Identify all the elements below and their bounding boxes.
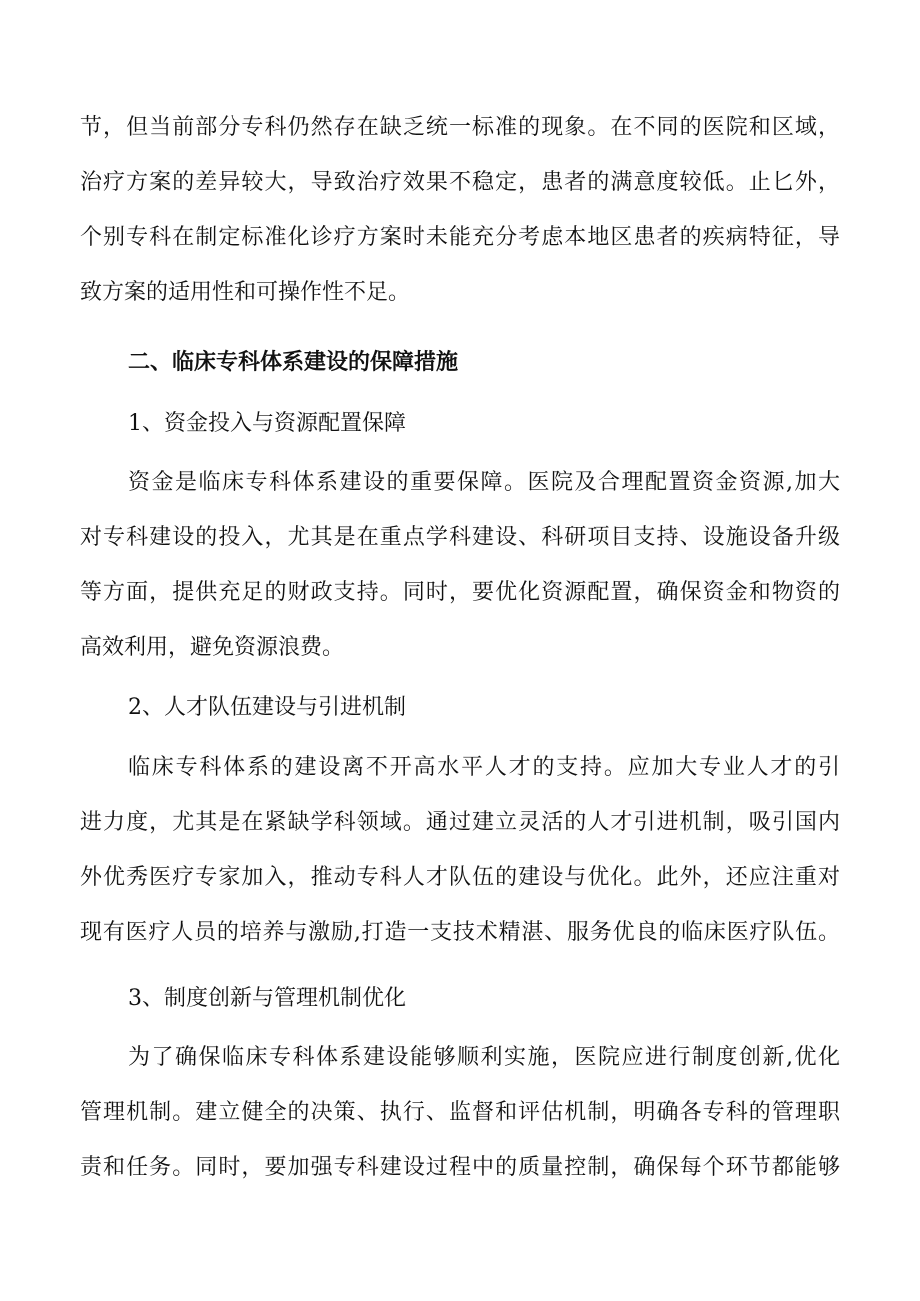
paragraph-line: 高效利用，避免资源浪费。 (80, 635, 345, 660)
paragraph-line: 对专科建设的投入，尤其是在重点学科建设、科研项目支持、设施设备升级 (80, 525, 840, 550)
paragraph-line: 节，但当前部分专科仍然存在缺乏统一标准的现象。在不同的医院和区域， (80, 115, 840, 140)
paragraph-line: 进力度，尤其是在紧缺学科领域。通过建立灵活的人才引进机制，吸引国内 (80, 810, 840, 835)
subsection-title: 3、制度创新与管理机制优化 (128, 986, 406, 1011)
paragraph-line: 致方案的适用性和可操作性不足。 (80, 280, 411, 305)
paragraph-line: 责和任务。同时，要加强专科建设过程中的质量控制，确保每个环节都能够 (80, 1155, 840, 1180)
subsection-title: 2、人才队伍建设与引进机制 (128, 695, 406, 720)
paragraph-line: 等方面，提供充足的财政支持。同时，要优化资源配置，确保资金和物资的 (80, 580, 840, 605)
paragraph-line: 管理机制。建立健全的决策、执行、监督和评估机制，明确各专科的管理职 (80, 1100, 840, 1125)
paragraph-line: 个别专科在制定标准化诊疗方案时未能充分考虑本地区患者的疾病特征，导 (80, 225, 840, 250)
section-heading: 二、临床专科体系建设的保障措施 (128, 350, 459, 375)
paragraph-line: 临床专科体系的建设离不开高水平人才的支持。应加大专业人才的引 (128, 755, 840, 780)
subsection-title: 1、资金投入与资源配置保障 (128, 411, 406, 436)
paragraph-line: 治疗方案的差异较大，导致治疗效果不稳定，患者的满意度较低。止匕外， (80, 170, 840, 195)
paragraph-line: 外优秀医疗专家加入，推动专科人才队伍的建设与优化。此外，还应注重对 (80, 865, 840, 890)
paragraph-line: 为了确保临床专科体系建设能够顺利实施，医院应进行制度创新,优化 (128, 1045, 840, 1070)
paragraph-line: 现有医疗人员的培养与激励,打造一支技术精湛、服务优良的临床医疗队伍。 (80, 920, 840, 945)
paragraph-line: 资金是临床专科体系建设的重要保障。医院及合理配置资金资源,加大 (128, 470, 840, 495)
